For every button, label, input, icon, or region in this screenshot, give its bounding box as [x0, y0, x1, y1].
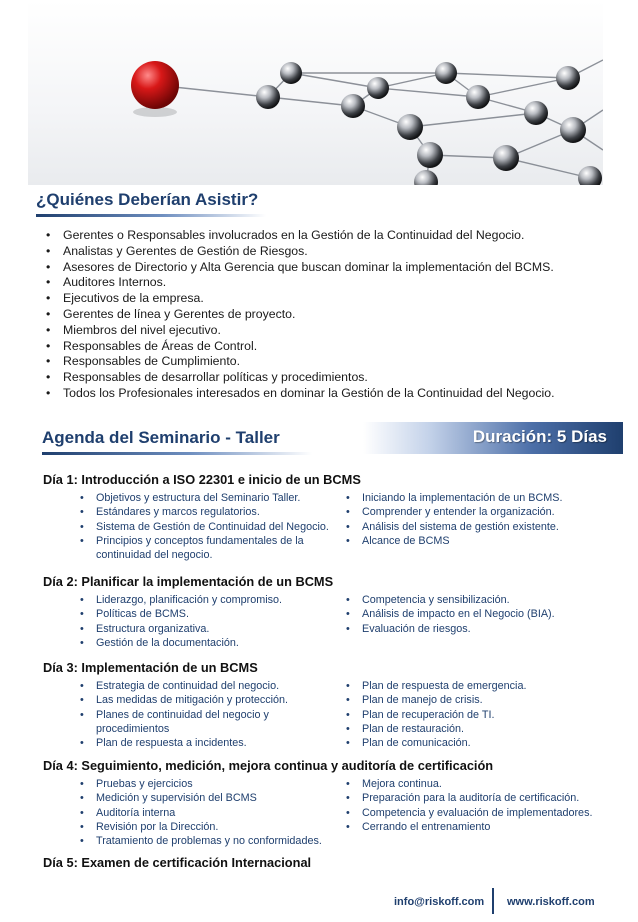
day-5-title: Día 5: Examen de certificación Internacional	[43, 855, 312, 870]
list-item: • Políticas de BCMS.	[80, 607, 335, 621]
list-item: • Responsables de desarrollar políticas y procedimientos.	[44, 370, 624, 386]
list-item: • Pruebas y ejercicios	[80, 777, 335, 791]
day-3-title: Día 3: Implementación de un BCMS	[43, 660, 258, 675]
list-item: • Preparación para la auditoría de certificación.	[346, 791, 616, 805]
list-item: • Estructura organizativa.	[80, 622, 335, 636]
list-item: • Plan de recuperación de TI.	[346, 708, 616, 722]
day-3-right-list	[346, 679, 616, 750]
list-item: • Gerentes o Responsables involucrados en la Gestión de la Continuidad del Negocio.	[44, 228, 624, 244]
agenda-title: Agenda del Seminario - Taller	[42, 428, 280, 447]
day-1-left-list	[80, 491, 335, 562]
duration-banner	[363, 422, 623, 454]
list-item: • Auditoría interna	[80, 806, 335, 820]
footer-divider	[492, 888, 494, 914]
hero-image	[28, 0, 603, 185]
duration-text: Duración: 5 Días	[472, 427, 607, 446]
list-item: • Revisión por la Dirección.	[80, 820, 335, 834]
list-item: • Objetivos y estructura del Seminario Taller.	[80, 491, 335, 505]
footer-email-link[interactable]: info@riskoff.com	[394, 896, 485, 908]
list-item: • Estándares y marcos regulatorios.	[80, 505, 335, 519]
list-item: • Planes de continuidad del negocio y procedimientos	[80, 708, 291, 737]
list-item: • Evaluación de riesgos.	[346, 622, 616, 636]
day-1-right-list	[346, 491, 616, 548]
list-item: • Iniciando la implementación de un BCMS.	[346, 491, 616, 505]
day-2-title: Día 2: Planificar la implementación de un BCMS	[43, 574, 334, 589]
list-item: • Análisis del sistema de gestión existente.	[346, 520, 616, 534]
network-spheres-illustration	[28, 0, 603, 185]
list-item: • Responsables de Áreas de Control.	[44, 339, 624, 355]
list-item: • Plan de respuesta a incidentes.	[80, 736, 335, 750]
day-4-right-list	[346, 777, 616, 834]
list-item: • Competencia y evaluación de implementadores.	[346, 806, 616, 820]
list-item: • Plan de manejo de crisis.	[346, 693, 616, 707]
attend-title: ¿Quiénes Deberían Asistir?	[36, 190, 259, 209]
agenda-title-underline	[42, 452, 312, 455]
list-item: • Plan de comunicación.	[346, 736, 616, 750]
list-item: • Liderazgo, planificación y compromiso.	[80, 593, 335, 607]
list-item: • Principios y conceptos fundamentales de la continuidad del negocio.	[80, 534, 311, 563]
day-3-left-list	[80, 679, 335, 750]
footer-website-link[interactable]: www.riskoff.com	[507, 896, 595, 908]
list-item: • Auditores Internos.	[44, 275, 624, 291]
list-item: • Plan de restauración.	[346, 722, 616, 736]
day-1-title: Día 1: Introducción a ISO 22301 e inicio de un BCMS	[43, 472, 361, 487]
list-item: • Responsables de Cumplimiento.	[44, 354, 624, 370]
list-item: • Medición y supervisión del BCMS	[80, 791, 335, 805]
list-item: • Ejecutivos de la empresa.	[44, 291, 624, 307]
list-item: • Miembros del nivel ejecutivo.	[44, 323, 624, 339]
list-item: • Asesores de Directorio y Alta Gerencia que buscan dominar la implementación del BCMS.	[44, 260, 624, 276]
day-2-left-list	[80, 593, 335, 650]
list-item: • Las medidas de mitigación y protección.	[80, 693, 335, 707]
list-item: • Cerrando el entrenamiento	[346, 820, 616, 834]
attend-list	[44, 228, 624, 402]
list-item: • Gestión de la documentación.	[80, 636, 335, 650]
list-item: • Plan de respuesta de emergencia.	[346, 679, 616, 693]
list-item: • Tratamiento de problemas y no conformidades.	[80, 834, 335, 848]
day-4-title: Día 4: Seguimiento, medición, mejora continua y auditoría de certificación	[43, 758, 494, 773]
list-item: • Comprender y entender la organización.	[346, 505, 616, 519]
list-item: • Competencia y sensibilización.	[346, 593, 616, 607]
list-item: • Todos los Profesionales interesados en dominar la Gestión de la Continuidad del Negocio.	[44, 386, 624, 402]
day-4-left-list	[80, 777, 335, 848]
list-item: • Análisis de impacto en el Negocio (BIA).	[346, 607, 616, 621]
list-item: • Mejora continua.	[346, 777, 616, 791]
list-item: • Analistas y Gerentes de Gestión de Riesgos.	[44, 244, 624, 260]
list-item: • Sistema de Gestión de Continuidad del Negocio.	[80, 520, 335, 534]
attend-title-underline	[36, 214, 266, 217]
list-item: • Alcance de BCMS	[346, 534, 616, 548]
day-2-right-list	[346, 593, 616, 636]
list-item: • Gerentes de línea y Gerentes de proyecto.	[44, 307, 624, 323]
list-item: • Estrategia de continuidad del negocio.	[80, 679, 335, 693]
